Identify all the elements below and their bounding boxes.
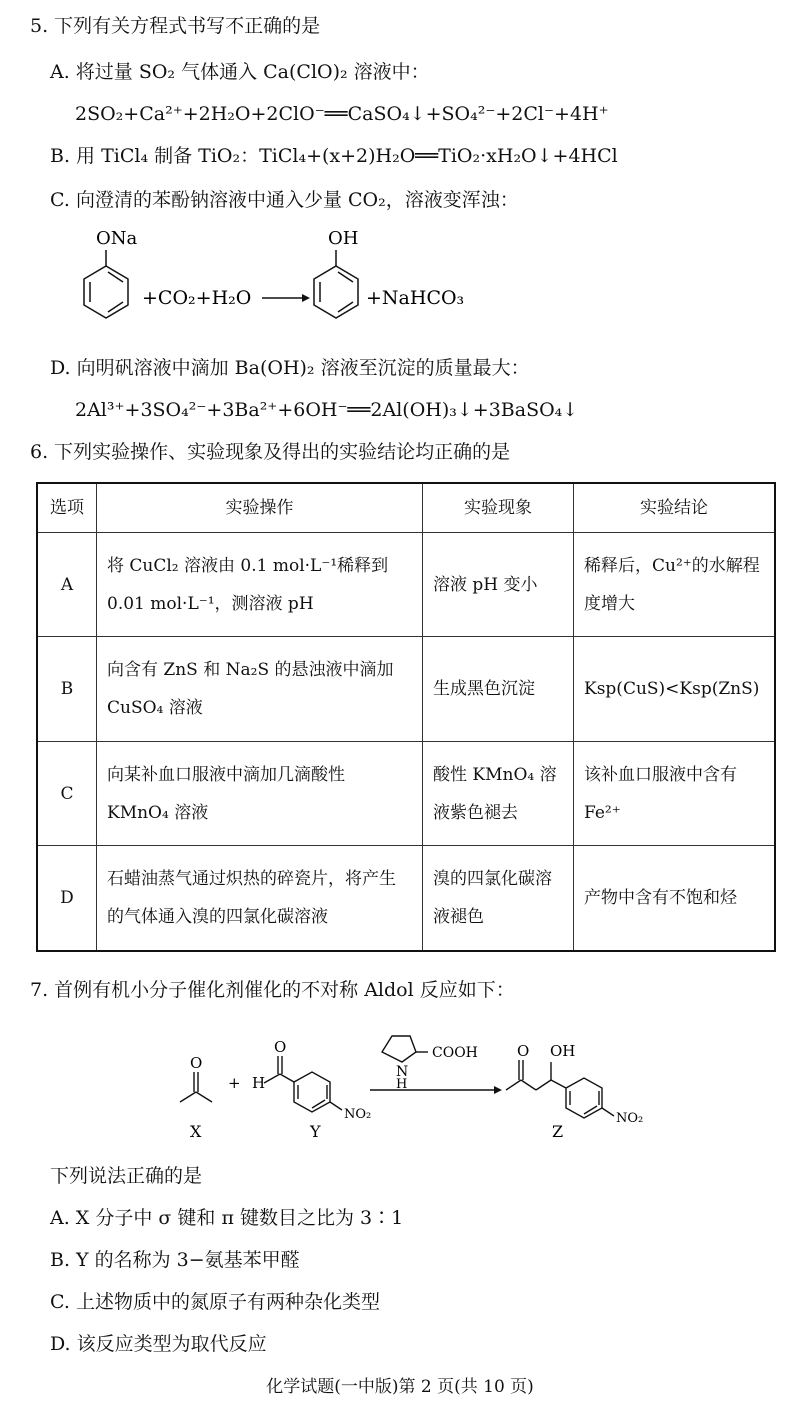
row-conclusion: Ksp(CuS)<Ksp(ZnS) xyxy=(574,637,776,741)
table-row xyxy=(37,533,775,637)
q5-option-d-text: D. 向明矾溶液中滴加 Ba(OH)₂ 溶液至沉淀的质量最大： xyxy=(50,357,530,379)
label-y: Y xyxy=(310,1122,321,1141)
z-oxygen: O xyxy=(517,1042,530,1060)
proline-h: H xyxy=(396,1077,408,1092)
experiment-table xyxy=(36,482,776,952)
row-conclusion: 稀释后，Cu²⁺的水解程度增大 xyxy=(574,533,776,637)
row-conclusion: 该补血口服液中含有 Fe²⁺ xyxy=(574,741,776,845)
q7-option-a: A. X 分子中 σ 键和 π 键数目之比为 3∶1 xyxy=(50,1207,404,1229)
row-operation: 向某补血口服液中滴加几滴酸性 KMnO₄ 溶液 xyxy=(97,741,423,845)
phenoxide-reaction-scheme xyxy=(70,222,490,342)
row-operation: 向含有 ZnS 和 Na₂S 的悬浊液中滴加 CuSO₄ 溶液 xyxy=(97,637,423,741)
y-hydrogen: H xyxy=(252,1074,266,1092)
q7-stem: 7. 首例有机小分子催化剂催化的不对称 Aldol 反应如下： xyxy=(30,979,515,1001)
q5-option-b-text: B. 用 TiCl₄ 制备 TiO₂：TiCl₄+(x+2)H₂O══TiO₂·xH₂O↓+4HCl xyxy=(50,145,618,167)
table-row xyxy=(37,741,775,845)
z-nitro: NO₂ xyxy=(616,1111,644,1126)
q5-stem: 5. 下列有关方程式书写不正确的是 xyxy=(30,15,321,37)
x-oxygen: O xyxy=(190,1054,203,1072)
header-phenomenon: 实验现象 xyxy=(423,483,574,533)
q5-option-a-equation: 2SO₂+Ca²⁺+2H₂O+2ClO⁻══CaSO₄↓+SO₄²⁻+2Cl⁻+4H⁺ xyxy=(75,103,609,125)
q7-option-c: C. 上述物质中的氮原子有两种杂化类型 xyxy=(50,1291,380,1313)
row-conclusion: 产物中含有不饱和烃 xyxy=(574,846,776,951)
q7-prompt: 下列说法正确的是 xyxy=(50,1165,203,1187)
table-row xyxy=(37,846,775,951)
row-phenomenon: 生成黑色沉淀 xyxy=(423,637,574,741)
header-conclusion: 实验结论 xyxy=(574,483,776,533)
row-phenomenon: 溶液 pH 变小 xyxy=(423,533,574,637)
header-option: 选项 xyxy=(37,483,97,533)
row-phenomenon: 溴的四氯化碳溶液褪色 xyxy=(423,846,574,951)
q7-option-b: B. Y 的名称为 3−氨基苯甲醛 xyxy=(50,1249,300,1271)
label-z: Z xyxy=(552,1122,564,1141)
row-option: A xyxy=(37,533,97,637)
y-oxygen: O xyxy=(274,1038,287,1056)
q5-option-c-text: C. 向澄清的苯酚钠溶液中通入少量 CO₂，溶液变浑浊： xyxy=(50,189,519,211)
reactant-ona-label: ONa xyxy=(96,228,138,249)
z-hydroxyl: OH xyxy=(550,1042,576,1060)
row-operation: 将 CuCl₂ 溶液由 0.1 mol·L⁻¹稀释到 0.01 mol·L⁻¹，测溶液 pH xyxy=(97,533,423,637)
q7-option-d: D. 该反应类型为取代反应 xyxy=(50,1333,267,1355)
table-row xyxy=(37,637,775,741)
row-phenomenon: 酸性 KMnO₄ 溶液紫色褪去 xyxy=(423,741,574,845)
proline-n: N xyxy=(396,1064,409,1080)
table-header-row xyxy=(37,483,775,533)
product-oh-label: OH xyxy=(328,228,359,249)
page-footer: 化学试题(一中版)第 2 页(共 10 页) xyxy=(266,1377,534,1397)
row-option: D xyxy=(37,846,97,951)
q5-option-d-equation: 2Al³⁺+3SO₄²⁻+3Ba²⁺+6OH⁻══2Al(OH)₃↓+3BaSO₄↓ xyxy=(75,399,579,421)
header-operation: 实验操作 xyxy=(97,483,423,533)
row-option: B xyxy=(37,637,97,741)
row-operation: 石蜡油蒸气通过炽热的碎瓷片，将产生的气体通入溴的四氯化碳溶液 xyxy=(97,846,423,951)
scheme-plus-nahco3: +NaHCO₃ xyxy=(366,287,465,309)
q6-stem: 6. 下列实验操作、实验现象及得出的实验结论均正确的是 xyxy=(30,441,511,463)
row-option: C xyxy=(37,741,97,845)
proline-cooh: COOH xyxy=(432,1045,478,1061)
label-x: X xyxy=(190,1122,202,1141)
y-nitro: NO₂ xyxy=(344,1107,372,1122)
q5-option-a-text: A. 将过量 SO₂ 气体通入 Ca(ClO)₂ 溶液中： xyxy=(50,61,430,83)
plus-sign: + xyxy=(228,1074,241,1092)
scheme-plus-co2-h2o: +CO₂+H₂O xyxy=(142,287,252,309)
aldol-reaction-scheme xyxy=(170,1022,670,1142)
